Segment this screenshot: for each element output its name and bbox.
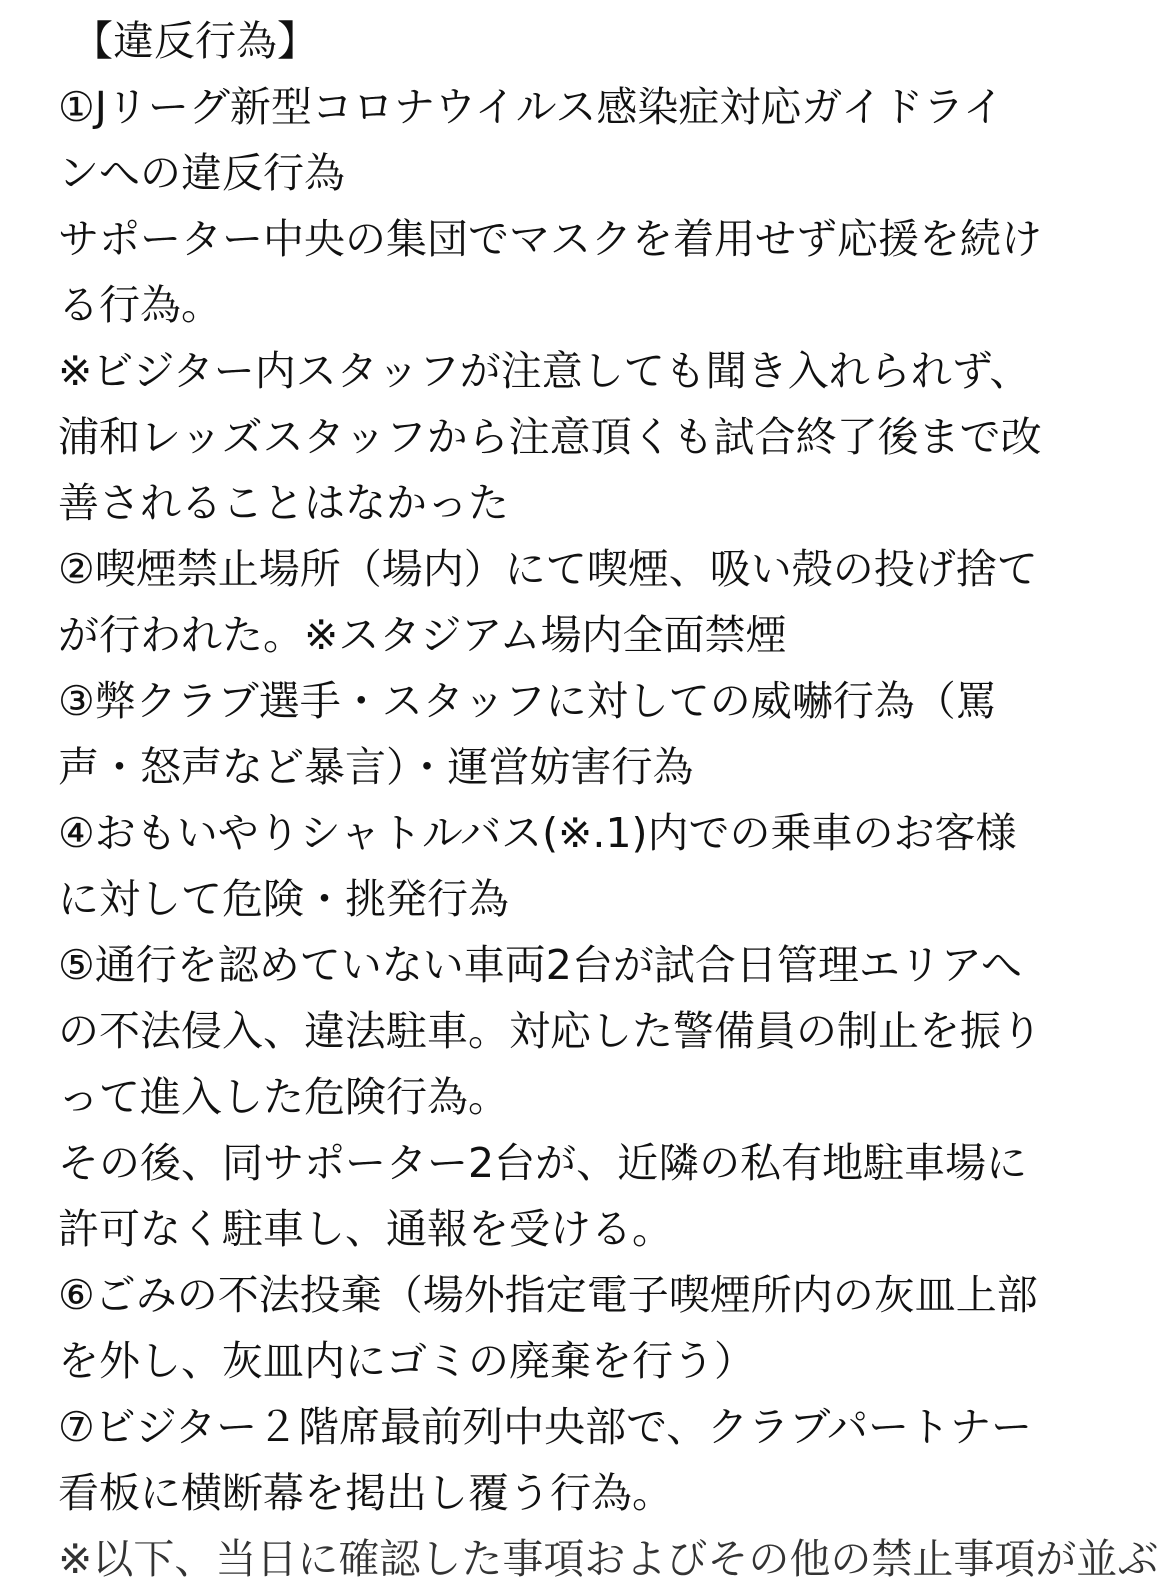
text-line: る行為。 (58, 281, 222, 329)
text-line: の不法侵入、違法駐車。対応した警備員の制止を振り (58, 1007, 1042, 1055)
text-line: ②喫煙禁止場所（場内）にて喫煙、吸い殻の投げ捨て (58, 545, 1038, 593)
text-line: ⑥ごみの不法投棄（場外指定電子喫煙所内の灰皿上部 (58, 1271, 1038, 1319)
text-line: が行われた。※スタジアム場内全面禁煙 (58, 611, 787, 659)
text-line: ンへの違反行為 (58, 149, 345, 197)
text-line: ※ビジター内スタッフが注意しても聞き入れられず、 (58, 347, 1031, 395)
text-line: 浦和レッズスタッフから注意頂くも試合終了後まで改 (58, 413, 1042, 461)
text-line: って進入した危険行為。 (58, 1073, 509, 1121)
text-line: に対して危険・挑発行為 (58, 875, 509, 923)
text-line: ③弊クラブ選手・スタッフに対しての威嚇行為（罵 (58, 677, 997, 725)
text-line: を外し、灰皿内にゴミの廃棄を行う） (58, 1337, 755, 1385)
document-body (58, 8, 1158, 1583)
document-heading: 【違反行為】 (72, 17, 318, 65)
text-line: ①Jリーグ新型コロナウイルス感染症対応ガイドライ (58, 83, 1004, 131)
text-line: ⑤通行を認めていない車両2台が試合日管理エリアへ (58, 941, 1023, 989)
text-line: 善されることはなかった (58, 479, 509, 527)
text-line: 声・怒声など暴言）・運営妨害行為 (58, 743, 694, 791)
text-line: その後、同サポーター2台が、近隣の私有地駐車場に (58, 1139, 1028, 1187)
text-line: ④おもいやりシャトルバス(※.1)内での乗車のお客様 (58, 809, 1017, 857)
text-line: サポーター中央の集団でマスクを着用せず応援を続け (58, 215, 1042, 263)
text-line: 許可なく駐車し、通報を受ける。 (58, 1205, 673, 1253)
text-line: 看板に横断幕を掲出し覆う行為。 (58, 1469, 673, 1517)
cut-off-text-line: ※以下、当日に確認した事項およびその他の禁止事項が並ぶ (58, 1535, 1158, 1583)
text-line: ⑦ビジター２階席最前列中央部で、クラブパートナー (58, 1403, 1033, 1451)
